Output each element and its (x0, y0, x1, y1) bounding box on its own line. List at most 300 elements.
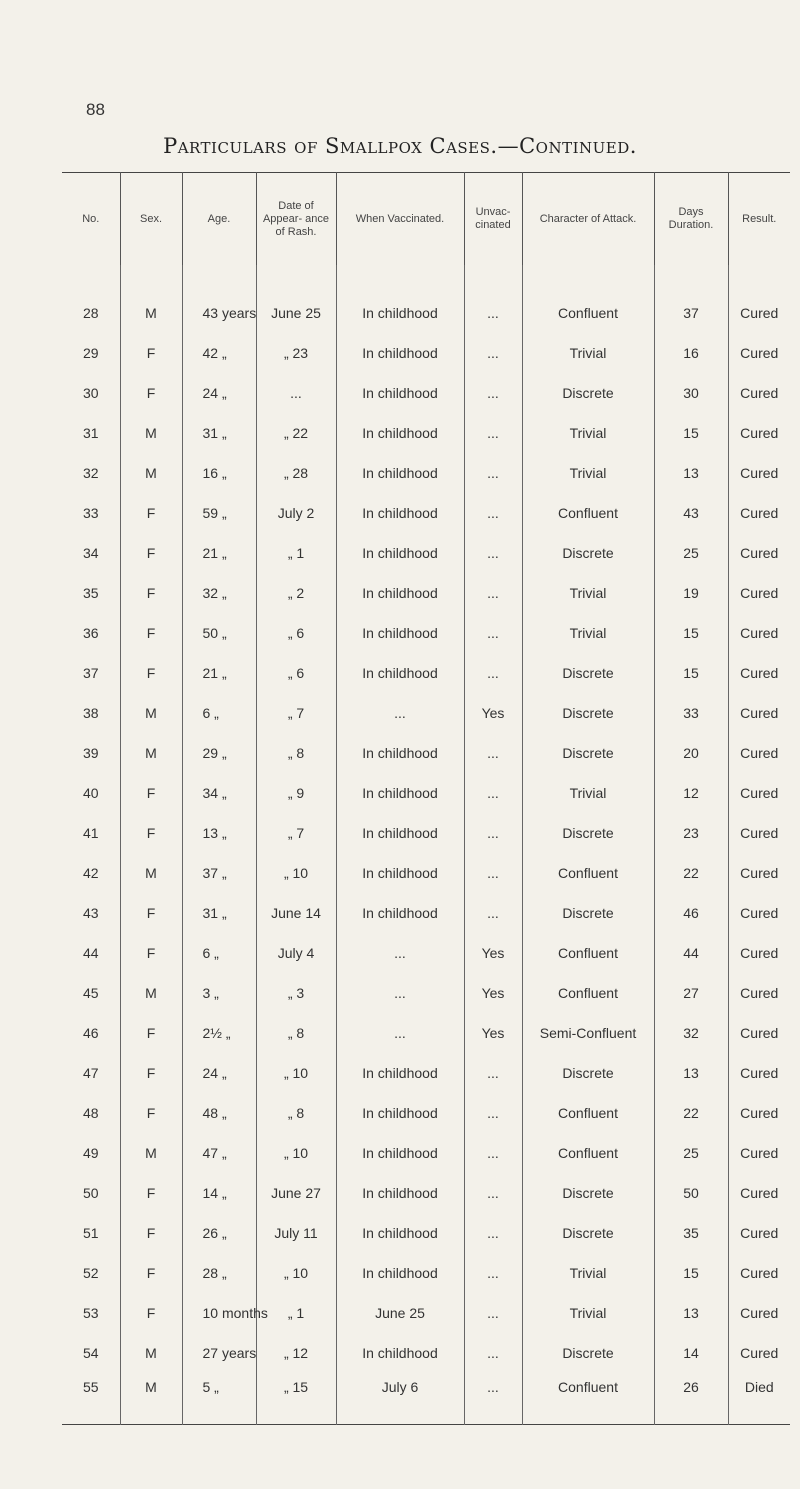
cell-unvaccinated: ... (464, 573, 522, 613)
cell-days-duration: 43 (654, 493, 728, 533)
cell-when-vaccinated: ... (336, 973, 464, 1013)
cell-age: 48 „ (182, 1093, 256, 1133)
cell-age: 43 years (182, 293, 256, 333)
cell-sex: F (120, 933, 182, 973)
table-row (62, 933, 790, 973)
table-row (62, 693, 790, 733)
table-row (62, 493, 790, 533)
cell-date-of-rash: June 14 (256, 893, 336, 933)
cell-result: Cured (728, 1013, 790, 1053)
cell-when-vaccinated: In childhood (336, 1333, 464, 1373)
cell-unvaccinated: Yes (464, 933, 522, 973)
cell-age: 34 „ (182, 773, 256, 813)
table-row (62, 413, 790, 453)
cell-age: 2½ „ (182, 1013, 256, 1053)
cell-age: 26 „ (182, 1213, 256, 1253)
table-row (62, 1373, 790, 1425)
cell-result: Cured (728, 693, 790, 733)
cell-date-of-rash: „ 10 (256, 853, 336, 893)
cell-date-of-rash: „ 9 (256, 773, 336, 813)
col-header-days-duration: Days Duration. (654, 173, 728, 266)
cell-date-of-rash: „ 23 (256, 333, 336, 373)
cell-when-vaccinated: In childhood (336, 613, 464, 653)
table-row (62, 1213, 790, 1253)
cell-unvaccinated: ... (464, 733, 522, 773)
cell-no: 29 (82, 345, 99, 361)
cell-when-vaccinated: ... (336, 693, 464, 733)
cell-date-of-rash: July 11 (256, 1213, 336, 1253)
cell-days-duration: 44 (654, 933, 728, 973)
cell-result: Cured (728, 853, 790, 893)
cell-days-duration: 15 (654, 653, 728, 693)
spacer-cell (182, 265, 256, 293)
cell-days-duration: 25 (654, 533, 728, 573)
cell-no: 33 (82, 505, 99, 521)
cell-result: Cured (728, 773, 790, 813)
cell-sex: M (120, 1333, 182, 1373)
cell-character-of-attack: Confluent (522, 853, 654, 893)
cell-unvaccinated: ... (464, 853, 522, 893)
cell-result: Cured (728, 933, 790, 973)
cell-days-duration: 12 (654, 773, 728, 813)
cell-age: 21 „ (182, 533, 256, 573)
cell-when-vaccinated: In childhood (336, 493, 464, 533)
cell-when-vaccinated: In childhood (336, 733, 464, 773)
cell-when-vaccinated: In childhood (336, 1173, 464, 1213)
table-row (62, 1253, 790, 1293)
cell-unvaccinated: ... (464, 1213, 522, 1253)
cell-no: 32 (82, 465, 99, 481)
cell-character-of-attack: Discrete (522, 693, 654, 733)
cell-days-duration: 15 (654, 413, 728, 453)
cell-date-of-rash: „ 15 (256, 1373, 336, 1425)
table-row (62, 613, 790, 653)
cell-unvaccinated: ... (464, 493, 522, 533)
cell-date-of-rash: „ 7 (256, 693, 336, 733)
col-header-result: Result. (728, 173, 790, 266)
cell-when-vaccinated: ... (336, 1013, 464, 1053)
smallpox-cases-table-container (62, 172, 790, 1425)
cell-date-of-rash: June 27 (256, 1173, 336, 1213)
cell-age: 14 „ (182, 1173, 256, 1213)
cell-no: 31 (82, 425, 99, 441)
cell-result: Cured (728, 1173, 790, 1213)
cell-age: 21 „ (182, 653, 256, 693)
cell-sex: F (120, 533, 182, 573)
table-row (62, 893, 790, 933)
cell-unvaccinated: ... (464, 1333, 522, 1373)
cell-result: Cured (728, 1253, 790, 1293)
cell-unvaccinated: ... (464, 813, 522, 853)
cell-age: 59 „ (182, 493, 256, 533)
cell-age: 50 „ (182, 613, 256, 653)
cell-when-vaccinated: In childhood (336, 773, 464, 813)
cell-unvaccinated: Yes (464, 973, 522, 1013)
table-row (62, 1133, 790, 1173)
cell-unvaccinated: Yes (464, 1013, 522, 1053)
cell-days-duration: 30 (654, 373, 728, 413)
cell-result: Cured (728, 333, 790, 373)
cell-age: 42 „ (182, 333, 256, 373)
cell-date-of-rash: „ 10 (256, 1253, 336, 1293)
cell-date-of-rash: „ 10 (256, 1133, 336, 1173)
cell-sex: F (120, 1053, 182, 1093)
cell-date-of-rash: „ 7 (256, 813, 336, 853)
cell-unvaccinated: ... (464, 613, 522, 653)
cell-no: 41 (82, 825, 99, 841)
cell-age: 3 „ (182, 973, 256, 1013)
table-row (62, 653, 790, 693)
cell-when-vaccinated: In childhood (336, 1213, 464, 1253)
spacer-cell (336, 265, 464, 293)
cell-unvaccinated: ... (464, 1293, 522, 1333)
cell-character-of-attack: Confluent (522, 933, 654, 973)
col-header-age: Age. (182, 173, 256, 266)
cell-character-of-attack: Trivial (522, 413, 654, 453)
cell-character-of-attack: Trivial (522, 1253, 654, 1293)
cell-age: 47 „ (182, 1133, 256, 1173)
col-header-when-vaccinated: When Vaccinated. (336, 173, 464, 266)
cell-no: 51 (82, 1225, 99, 1241)
cell-when-vaccinated: In childhood (336, 333, 464, 373)
col-header-sex: Sex. (120, 173, 182, 266)
page-number: 88 (86, 100, 105, 119)
cell-no: 40 (82, 785, 99, 801)
page-title: Particulars of Smallpox Cases.—Continued. (163, 134, 637, 158)
cell-when-vaccinated: In childhood (336, 373, 464, 413)
cell-no: 46 (82, 1025, 99, 1041)
cell-when-vaccinated: In childhood (336, 1053, 464, 1093)
cell-result: Cured (728, 1053, 790, 1093)
cell-no: 48 (82, 1105, 99, 1121)
cell-sex: F (120, 613, 182, 653)
cell-days-duration: 19 (654, 573, 728, 613)
cell-sex: M (120, 293, 182, 333)
cell-no: 35 (82, 585, 99, 601)
cell-sex: F (120, 1013, 182, 1053)
cell-no: 49 (82, 1145, 99, 1161)
cell-days-duration: 50 (654, 1173, 728, 1213)
cell-no: 37 (82, 665, 99, 681)
cell-when-vaccinated: In childhood (336, 1133, 464, 1173)
cell-no: 34 (82, 545, 99, 561)
cell-character-of-attack: Discrete (522, 893, 654, 933)
cell-when-vaccinated: In childhood (336, 413, 464, 453)
cell-result: Cured (728, 533, 790, 573)
cell-no: 45 (82, 985, 99, 1001)
cell-result: Cured (728, 493, 790, 533)
spacer-cell (62, 265, 120, 293)
cell-age: 28 „ (182, 1253, 256, 1293)
cell-character-of-attack: Discrete (522, 1053, 654, 1093)
cell-when-vaccinated: In childhood (336, 293, 464, 333)
cell-days-duration: 16 (654, 333, 728, 373)
cell-unvaccinated: ... (464, 893, 522, 933)
cell-sex: F (120, 1173, 182, 1213)
cell-date-of-rash: „ 10 (256, 1053, 336, 1093)
cell-result: Cured (728, 1333, 790, 1373)
table-row (62, 1173, 790, 1213)
cell-age: 24 „ (182, 373, 256, 413)
cell-character-of-attack: Trivial (522, 573, 654, 613)
cell-sex: M (120, 1133, 182, 1173)
cell-age: 16 „ (182, 453, 256, 493)
cell-sex: M (120, 1373, 182, 1425)
cell-date-of-rash: ... (256, 373, 336, 413)
cell-result: Cured (728, 973, 790, 1013)
cell-unvaccinated: ... (464, 1173, 522, 1213)
cell-character-of-attack: Trivial (522, 453, 654, 493)
cell-date-of-rash: „ 1 (256, 533, 336, 573)
cell-unvaccinated: Yes (464, 693, 522, 733)
cell-sex: F (120, 773, 182, 813)
cell-age: 24 „ (182, 1053, 256, 1093)
cell-when-vaccinated: ... (336, 933, 464, 973)
cell-sex: F (120, 1293, 182, 1333)
cell-no: 44 (82, 945, 99, 961)
cell-no: 50 (82, 1185, 99, 1201)
cell-when-vaccinated: June 25 (336, 1293, 464, 1333)
cell-when-vaccinated: In childhood (336, 573, 464, 613)
cell-character-of-attack: Confluent (522, 973, 654, 1013)
cell-unvaccinated: ... (464, 653, 522, 693)
cell-age: 5 „ (182, 1373, 256, 1425)
cell-result: Cured (728, 453, 790, 493)
cell-days-duration: 32 (654, 1013, 728, 1053)
cell-date-of-rash: June 25 (256, 293, 336, 333)
cell-date-of-rash: July 2 (256, 493, 336, 533)
cell-age: 6 „ (182, 693, 256, 733)
cell-character-of-attack: Confluent (522, 1093, 654, 1133)
cell-no: 38 (82, 705, 99, 721)
cell-date-of-rash: July 4 (256, 933, 336, 973)
cell-unvaccinated: ... (464, 1053, 522, 1093)
table-row (62, 573, 790, 613)
cell-no: 43 (82, 905, 99, 921)
table-row (62, 733, 790, 773)
cell-when-vaccinated: In childhood (336, 453, 464, 493)
cell-result: Cured (728, 893, 790, 933)
cell-days-duration: 15 (654, 1253, 728, 1293)
cell-when-vaccinated: In childhood (336, 533, 464, 573)
cell-unvaccinated: ... (464, 453, 522, 493)
cell-days-duration: 23 (654, 813, 728, 853)
cell-sex: M (120, 853, 182, 893)
cell-date-of-rash: „ 8 (256, 1093, 336, 1133)
cell-character-of-attack: Trivial (522, 333, 654, 373)
cell-age: 31 „ (182, 893, 256, 933)
cell-result: Cured (728, 373, 790, 413)
cell-date-of-rash: „ 2 (256, 573, 336, 613)
table-header-row (62, 173, 790, 266)
cell-age: 37 „ (182, 853, 256, 893)
cell-character-of-attack: Discrete (522, 653, 654, 693)
cell-character-of-attack: Discrete (522, 533, 654, 573)
cell-unvaccinated: ... (464, 293, 522, 333)
table-row (62, 293, 790, 333)
cell-date-of-rash: „ 12 (256, 1333, 336, 1373)
cell-result: Cured (728, 1133, 790, 1173)
cell-result: Cured (728, 1213, 790, 1253)
table-row (62, 973, 790, 1013)
cell-days-duration: 13 (654, 1053, 728, 1093)
cell-no: 28 (82, 305, 99, 321)
smallpox-cases-table (62, 172, 790, 1425)
cell-date-of-rash: „ 6 (256, 613, 336, 653)
cell-character-of-attack: Confluent (522, 293, 654, 333)
cell-sex: M (120, 973, 182, 1013)
spacer-cell (654, 265, 728, 293)
cell-days-duration: 26 (654, 1373, 728, 1425)
cell-no: 30 (82, 385, 99, 401)
cell-sex: M (120, 453, 182, 493)
cell-result: Cured (728, 653, 790, 693)
cell-result: Cured (728, 1093, 790, 1133)
cell-when-vaccinated: July 6 (336, 1373, 464, 1425)
cell-unvaccinated: ... (464, 333, 522, 373)
cell-character-of-attack: Trivial (522, 1293, 654, 1333)
cell-result: Cured (728, 733, 790, 773)
cell-days-duration: 13 (654, 453, 728, 493)
cell-unvaccinated: ... (464, 533, 522, 573)
cell-when-vaccinated: In childhood (336, 1253, 464, 1293)
table-row (62, 1333, 790, 1373)
cell-result: Died (728, 1373, 790, 1425)
cell-result: Cured (728, 613, 790, 653)
cell-days-duration: 37 (654, 293, 728, 333)
cell-character-of-attack: Confluent (522, 1133, 654, 1173)
cell-character-of-attack: Confluent (522, 1373, 654, 1425)
cell-age: 6 „ (182, 933, 256, 973)
table-spacer-row (62, 265, 790, 293)
cell-character-of-attack: Semi-Confluent (522, 1013, 654, 1053)
cell-unvaccinated: ... (464, 773, 522, 813)
spacer-cell (464, 265, 522, 293)
cell-date-of-rash: „ 22 (256, 413, 336, 453)
table-row (62, 333, 790, 373)
cell-days-duration: 22 (654, 853, 728, 893)
table-body (62, 265, 790, 1425)
cell-no: 36 (82, 625, 99, 641)
spacer-cell (256, 265, 336, 293)
cell-age: 29 „ (182, 733, 256, 773)
cell-date-of-rash: „ 3 (256, 973, 336, 1013)
cell-sex: F (120, 373, 182, 413)
table-row (62, 773, 790, 813)
cell-character-of-attack: Trivial (522, 613, 654, 653)
spacer-cell (120, 265, 182, 293)
cell-no: 53 (82, 1305, 99, 1321)
table-row (62, 1293, 790, 1333)
cell-when-vaccinated: In childhood (336, 813, 464, 853)
cell-character-of-attack: Confluent (522, 493, 654, 533)
cell-sex: M (120, 413, 182, 453)
cell-days-duration: 13 (654, 1293, 728, 1333)
cell-date-of-rash: „ 28 (256, 453, 336, 493)
cell-character-of-attack: Discrete (522, 1333, 654, 1373)
cell-no: 55 (82, 1379, 99, 1395)
cell-sex: F (120, 573, 182, 613)
table-row (62, 453, 790, 493)
cell-sex: F (120, 1213, 182, 1253)
cell-date-of-rash: „ 1 (256, 1293, 336, 1333)
cell-days-duration: 25 (654, 1133, 728, 1173)
cell-no: 39 (82, 745, 99, 761)
cell-sex: M (120, 733, 182, 773)
cell-days-duration: 14 (654, 1333, 728, 1373)
cell-result: Cured (728, 1293, 790, 1333)
cell-character-of-attack: Discrete (522, 373, 654, 413)
cell-unvaccinated: ... (464, 413, 522, 453)
cell-sex: F (120, 333, 182, 373)
cell-age: 32 „ (182, 573, 256, 613)
cell-days-duration: 22 (654, 1093, 728, 1133)
cell-age: 31 „ (182, 413, 256, 453)
cell-age: 10 months (182, 1293, 256, 1333)
cell-no: 54 (82, 1345, 99, 1361)
cell-character-of-attack: Discrete (522, 1173, 654, 1213)
cell-sex: F (120, 653, 182, 693)
cell-sex: F (120, 893, 182, 933)
table-row (62, 1093, 790, 1133)
col-header-no: No. (82, 212, 100, 225)
cell-character-of-attack: Discrete (522, 1213, 654, 1253)
cell-days-duration: 33 (654, 693, 728, 733)
cell-unvaccinated: ... (464, 1373, 522, 1425)
cell-sex: F (120, 1253, 182, 1293)
table-row (62, 813, 790, 853)
cell-age: 27 years (182, 1333, 256, 1373)
cell-when-vaccinated: In childhood (336, 893, 464, 933)
table-row (62, 373, 790, 413)
cell-unvaccinated: ... (464, 373, 522, 413)
spacer-cell (728, 265, 790, 293)
table-row (62, 533, 790, 573)
col-header-character-of-attack: Character of Attack. (522, 173, 654, 266)
cell-result: Cured (728, 413, 790, 453)
col-header-date-of-rash: Date of Appear- ance of Rash. (256, 173, 336, 266)
cell-when-vaccinated: In childhood (336, 1093, 464, 1133)
cell-result: Cured (728, 293, 790, 333)
cell-days-duration: 46 (654, 893, 728, 933)
cell-when-vaccinated: In childhood (336, 853, 464, 893)
cell-when-vaccinated: In childhood (336, 653, 464, 693)
cell-no: 52 (82, 1265, 99, 1281)
cell-no: 42 (82, 865, 99, 881)
cell-sex: F (120, 1093, 182, 1133)
spacer-cell (522, 265, 654, 293)
cell-sex: M (120, 693, 182, 733)
table-row (62, 853, 790, 893)
cell-sex: F (120, 493, 182, 533)
cell-character-of-attack: Discrete (522, 733, 654, 773)
cell-unvaccinated: ... (464, 1253, 522, 1293)
cell-result: Cured (728, 573, 790, 613)
table-row (62, 1053, 790, 1093)
cell-character-of-attack: Trivial (522, 773, 654, 813)
table-row (62, 1013, 790, 1053)
cell-days-duration: 20 (654, 733, 728, 773)
cell-result: Cured (728, 813, 790, 853)
cell-days-duration: 15 (654, 613, 728, 653)
cell-date-of-rash: „ 8 (256, 1013, 336, 1053)
cell-no: 47 (82, 1065, 99, 1081)
cell-days-duration: 35 (654, 1213, 728, 1253)
cell-unvaccinated: ... (464, 1093, 522, 1133)
cell-sex: F (120, 813, 182, 853)
cell-age: 13 „ (182, 813, 256, 853)
cell-days-duration: 27 (654, 973, 728, 1013)
